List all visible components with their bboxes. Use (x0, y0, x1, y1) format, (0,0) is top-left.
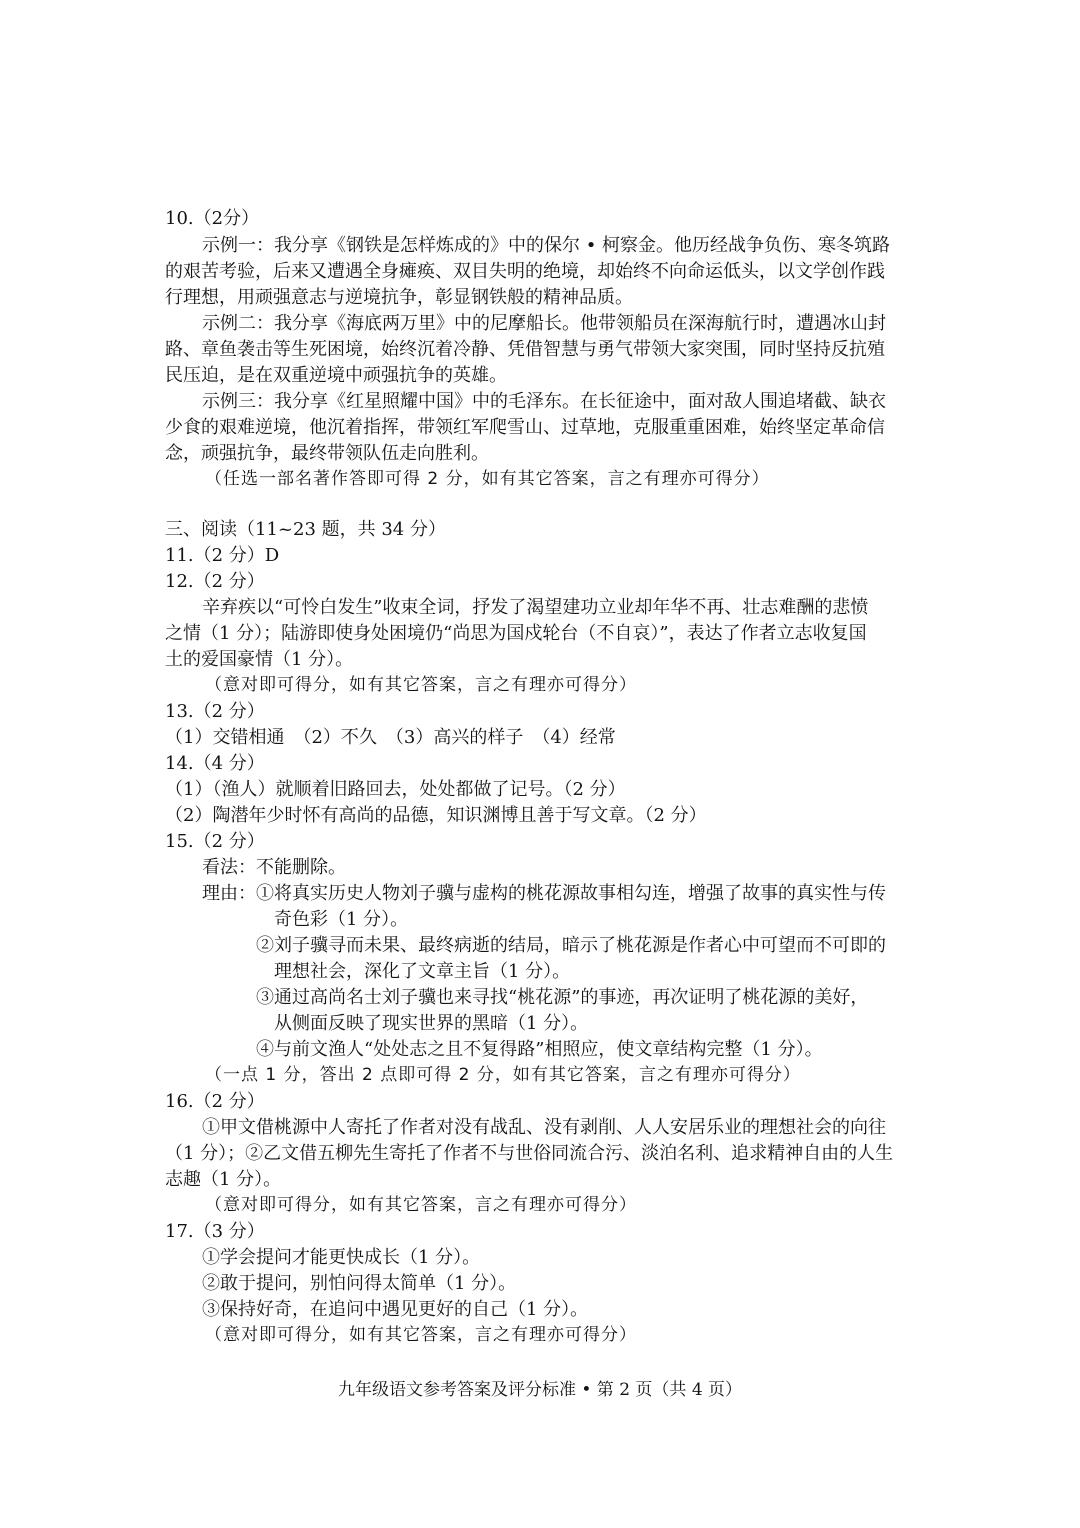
q15-reason-2-line-1: ②刘子骥寻而未果、最终病逝的结局，暗示了桃花源是作者心中可望而不可即的 (256, 935, 886, 956)
q15-view: 看法：不能删除。 (202, 857, 346, 878)
q15-reason-4: ④与前文渔人“处处志之且不复得路”相照应，使文章结构完整（1 分）。 (256, 1039, 823, 1060)
q10-heading: 10.（2分） (165, 208, 260, 229)
q10-example-1-line-2: 的艰苦考验，后来又遭遇全身瘫痪、双目失明的绝境，却始终不向命运低头，以文学创作践 (165, 261, 885, 282)
q15-scoring-note: （一点 1 分，答出 2 点即可得 2 分，如有其它答案，言之有理亦可得分） (205, 1065, 801, 1085)
page-footer: 九年级语文参考答案及评分标准 • 第 2 页（共 4 页） (337, 1380, 743, 1400)
q17-heading: 17.（3 分） (165, 1221, 265, 1242)
q17-scoring-note: （意对即可得分，如有其它答案，言之有理亦可得分） (205, 1325, 637, 1345)
q10-scoring-note: （任选一部名著作答即可得 2 分，如有其它答案，言之有理亦可得分） (205, 469, 770, 489)
q12-line-1: 辛弃疾以“可怜白发生”收束全词，抒发了渴望建功立业却年华不再、壮志难酬的悲愤 (202, 597, 869, 618)
q12-scoring-note: （意对即可得分，如有其它答案，言之有理亦可得分） (205, 675, 637, 695)
q16-line-2: （1 分）；②乙文借五柳先生寄托了作者不与世俗同流合污、淡泊名利、追求精神自由的人生 (165, 1143, 894, 1164)
q17-line-3: ③保持好奇，在追问中遇见更好的自己（1 分）。 (202, 1299, 589, 1320)
q12-line-2: 之情（1 分）；陆游即使身处困境仍“尚思为国戍轮台（不自哀）”，表达了作者立志收复国 (165, 623, 867, 644)
q17-line-2: ②敢于提问，别怕问得太简单（1 分）。 (202, 1273, 517, 1294)
q10-example-3-line-2: 少食的艰难逆境，他沉着指挥，带领红军爬雪山、过草地，克服重重困难，始终坚定革命信 (165, 417, 885, 438)
q13-heading: 13.（2 分） (165, 701, 265, 722)
q14-line-1: （1）（渔人）就顺着旧路回去，处处都做了记号。（2 分） (165, 779, 626, 800)
q16-scoring-note: （意对即可得分，如有其它答案，言之有理亦可得分） (205, 1195, 637, 1215)
q15-heading: 15.（2 分） (165, 831, 265, 852)
q12-line-3: 土的爱国豪情（1 分）。 (165, 649, 354, 670)
q12-heading: 12.（2 分） (165, 571, 265, 592)
q10-example-2-line-2: 路、章鱼袭击等生死困境，始终沉着冷静、凭借智慧与勇气带领大家突围，同时坚持反抗殖 (165, 339, 885, 360)
q13-answers: （1）交错相通 （2）不久 （3）高兴的样子 （4）经常 (165, 727, 616, 748)
q15-reason-3-line-1: ③通过高尚名士刘子骥也来寻找“桃花源”的事迹，再次证明了桃花源的美好， (256, 987, 869, 1008)
q16-line-1: ①甲文借桃源中人寄托了作者对没有战乱、没有剥削、人人安居乐业的理想社会的向往 (202, 1117, 886, 1138)
q10-example-3-line-1: 示例三：我分享《红星照耀中国》中的毛泽东。在长征途中，面对敌人围追堵截、缺衣 (202, 391, 886, 412)
section-3-title: 三、阅读（11~23 题，共 34 分） (165, 519, 446, 540)
q15-reason-2-line-2: 理想社会，深化了文章主旨（1 分）。 (274, 961, 571, 982)
q10-example-1-line-1: 示例一：我分享《钢铁是怎样炼成的》中的保尔 • 柯察金。他历经战争负伤、寒冬筑路 (202, 235, 891, 256)
q15-reason-1-line-1: ①将真实历史人物刘子骥与虚构的桃花源故事相勾连，增强了故事的真实性与传 (256, 883, 886, 904)
q17-line-1: ①学会提问才能更快成长（1 分）。 (202, 1247, 481, 1268)
q15-reason-1-line-2: 奇色彩（1 分）。 (274, 909, 409, 930)
q14-line-2: （2）陶潜年少时怀有高尚的品德，知识渊博且善于写文章。（2 分） (165, 805, 707, 826)
q10-example-3-line-3: 念，顽强抗争，最终带领队伍走向胜利。 (165, 443, 489, 464)
q11-answer: 11.（2 分）D (165, 545, 280, 566)
q15-reason-3-line-2: 从侧面反映了现实世界的黑暗（1 分）。 (274, 1013, 589, 1034)
q10-example-2-line-3: 民压迫，是在双重逆境中顽强抗争的英雄。 (165, 365, 507, 386)
q10-example-1-line-3: 行理想，用顽强意志与逆境抗争，彰显钢铁般的精神品质。 (165, 287, 633, 308)
q14-heading: 14.（4 分） (165, 753, 265, 774)
q10-example-2-line-1: 示例二：我分享《海底两万里》中的尼摩船长。他带领船员在深海航行时，遭遇冰山封 (202, 313, 886, 334)
q16-line-3: 志趣（1 分）。 (165, 1169, 282, 1190)
q15-reason-label: 理由： (202, 883, 256, 904)
q16-heading: 16.（2 分） (165, 1091, 265, 1112)
